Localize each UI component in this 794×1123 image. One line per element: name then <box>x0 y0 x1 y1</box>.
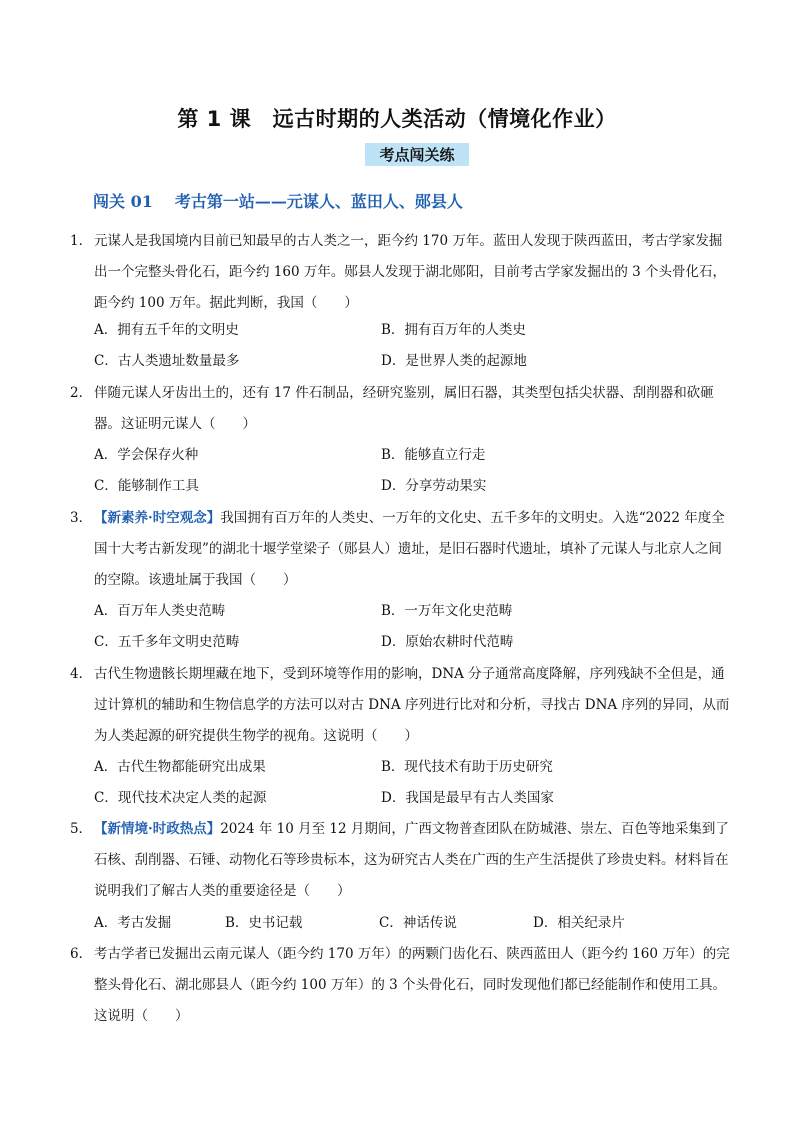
option-b: B．史书记载 <box>225 915 303 931</box>
question-6 <box>70 939 730 1032</box>
question-text: 元谋人是我国境内目前已知最早的古人类之一，距今约 170 万年。蓝田人发现于陕西蓝田，考古学家发掘出一个完整头骨化石，距今约 160 万年。郧县人发现于湖北郧阳，目前考古学家发掘出的 3 个头骨化石，距今约 100 万年。据此判断，我国（ ） <box>94 233 727 311</box>
option-c: C．神话传说 <box>379 915 457 931</box>
question-3-options <box>94 596 734 658</box>
option-a: A．学会保存火种 <box>94 447 199 463</box>
option-c: C．五千多年文明史范畴 <box>94 634 240 650</box>
question-4 <box>70 659 730 752</box>
option-a: A．拥有五千年的文明史 <box>94 322 239 338</box>
question-3 <box>70 503 730 596</box>
question-1-options <box>94 315 734 377</box>
question-5-options <box>94 908 734 939</box>
option-b: B．能够直立行走 <box>381 447 486 463</box>
question-text: 伴随元谋人牙齿出土的，还有 17 件石制品，经研究鉴别，属旧石器，其类型包括尖状器、刮削器和砍砸器。这证明元谋人（ ） <box>94 385 714 432</box>
question-number: 4． <box>70 666 93 682</box>
option-b: B．现代技术有助于历史研究 <box>381 759 553 775</box>
section-label: 闯关 01 <box>93 192 153 211</box>
question-number: 1． <box>70 233 93 249</box>
question-4-options <box>94 752 734 814</box>
option-b: B．一万年文化史范畴 <box>381 603 513 619</box>
page-title: 第 1 课 远古时期的人类活动（情境化作业） <box>177 107 617 131</box>
question-text: 我国拥有百万年的人类史、一万年的文化史、五千多年的文明史。入选“2022 年度全国十大考古新发现”的湖北十堰学堂梁子（郧县人）遗址，是旧石器时代遗址，填补了元谋人与北京人之间的空隙。该遗址属于我国（ ） <box>94 510 725 588</box>
option-d: D．我国是最早有古人类国家 <box>381 790 554 806</box>
question-2 <box>70 378 730 440</box>
question-text: 古代生物遗骸长期埋藏在地下，受到环境等作用的影响，DNA 分子通常高度降解，序列残缺不全但是，通过计算机的辅助和生物信息学的方法可以对古 DNA 序列进行比对和分析，寻找古 DNA 序列的异同，从而为人类起源的研究提供生物学的视角。这说明（ ） <box>94 666 730 744</box>
section-title: 考古第一站——元谋人、蓝田人、郧县人 <box>174 192 463 211</box>
option-c: C．现代技术决定人类的起源 <box>94 790 267 806</box>
question-text: 2024 年 10 月至 12 月期间，广西文物普查团队在防城港、崇左、百色等地采集到了石核、刮削器、石锤、动物化石等珍贵标本，这为研究古人类在广西的生产生活提供了珍贵史料。材料旨在说明我们了解古人类的重要途径是（ ） <box>94 821 729 899</box>
subtitle-container <box>0 143 794 166</box>
section-subtitle: 考点闯关练 <box>365 143 468 166</box>
option-a: A．古代生物都能研究出成果 <box>94 759 266 775</box>
option-d: D．是世界人类的起源地 <box>381 353 527 369</box>
question-tag: 【新情境·时政热点】 <box>94 821 221 837</box>
question-2-options <box>94 440 734 502</box>
question-1 <box>70 226 730 319</box>
option-c: C．古人类遗址数量最多 <box>94 353 240 369</box>
option-a: A．考古发掘 <box>94 915 172 931</box>
question-text: 考古学者已发掘出云南元谋人（距今约 170 万年）的两颗门齿化石、陕西蓝田人（距今约 160 万年）的完整头骨化石、湖北郧县人（距今约 100 万年）的 3 个头骨化石，同时发现他们都已经能制作和使用工具。这说明（ ） <box>94 946 730 1024</box>
section-heading <box>93 189 463 212</box>
question-number: 3． <box>70 510 93 526</box>
question-number: 2． <box>70 385 93 401</box>
option-d: D．分享劳动果实 <box>381 478 487 494</box>
option-c: C．能够制作工具 <box>94 478 199 494</box>
question-tag: 【新素养·时空观念】 <box>94 510 221 526</box>
option-d: D．原始农耕时代范畴 <box>381 634 514 650</box>
option-d: D．相关纪录片 <box>533 915 625 931</box>
question-number: 6． <box>70 946 93 962</box>
question-number: 5． <box>70 821 93 837</box>
option-b: B．拥有百万年的人类史 <box>381 322 526 338</box>
option-a: A．百万年人类史范畴 <box>94 603 226 619</box>
question-5 <box>70 814 730 907</box>
